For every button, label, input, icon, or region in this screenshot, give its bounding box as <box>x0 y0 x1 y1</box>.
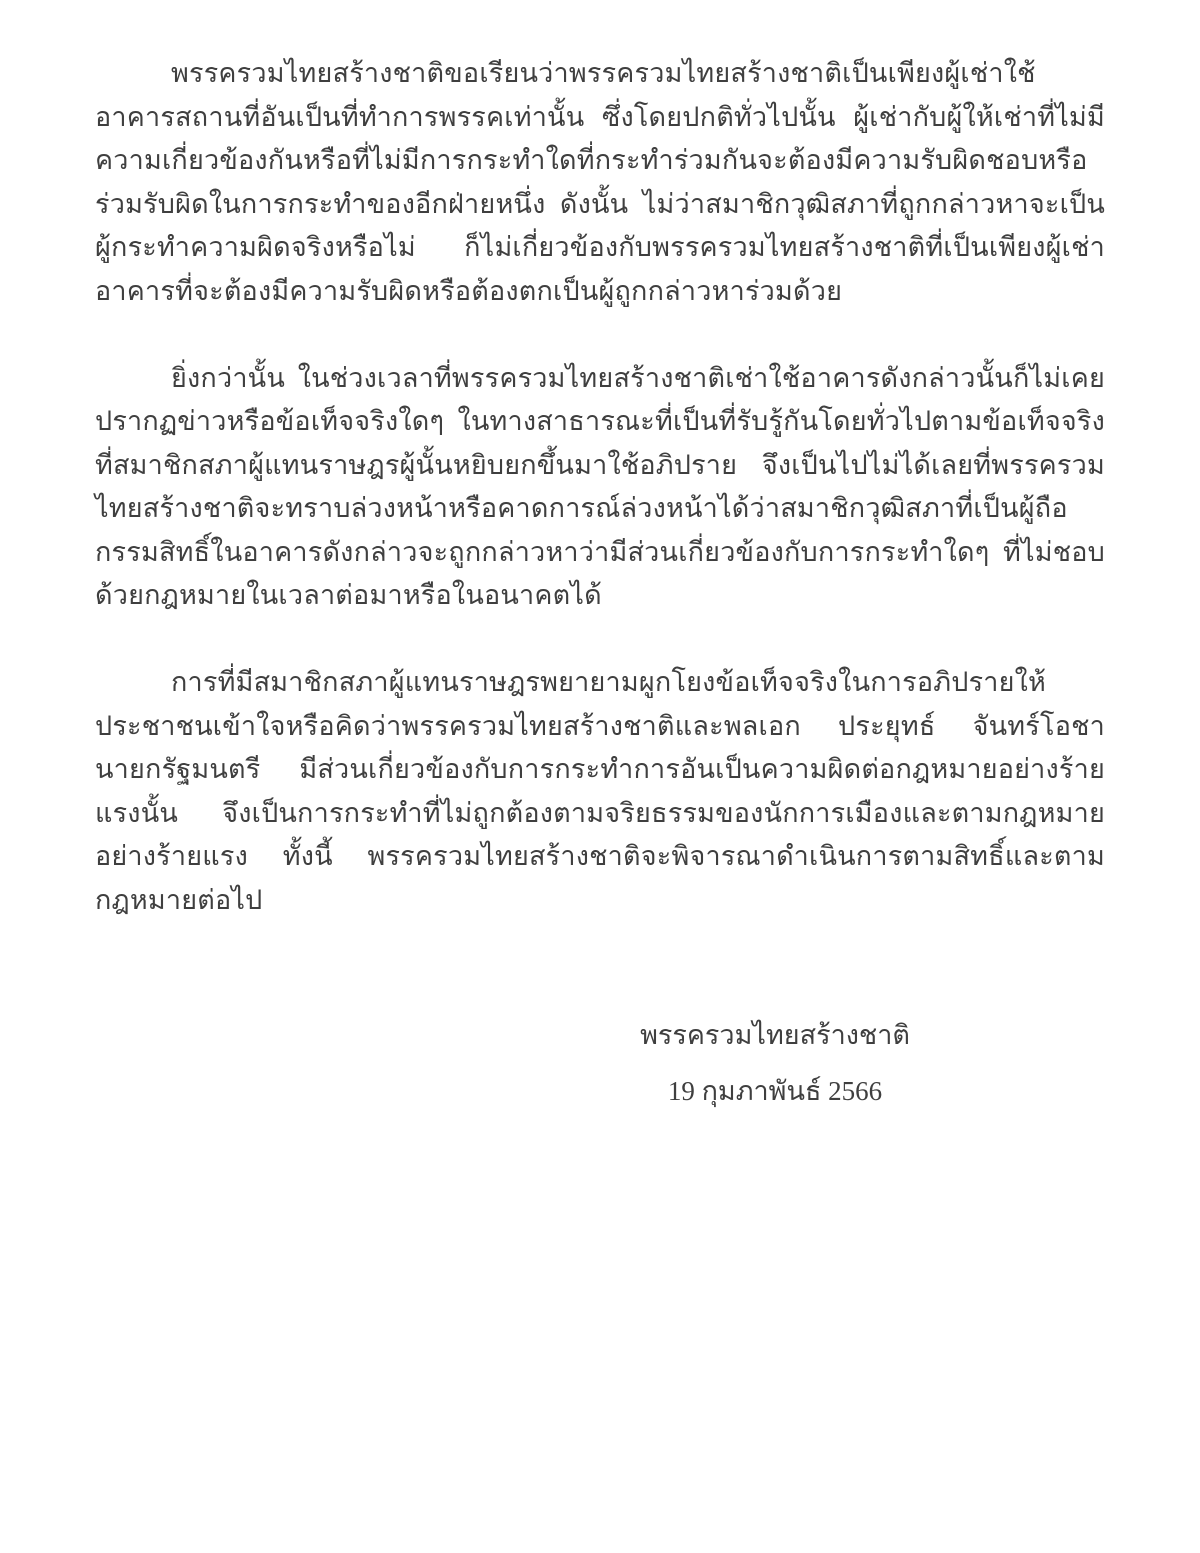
paragraph-1: พรรครวมไทยสร้างชาติขอเรียนว่าพรรครวมไทยสร้างชาติเป็นเพียงผู้เช่าใช้อาคารสถานที่อันเป็นที่ทำการพรรคเท่านั้น ซึ่งโดยปกติทั่วไปนั้น ผู้เช่ากับผู้ให้เช่าที่ไม่มีความเกี่ยวข้องกันหรือที่ไม่มีการกระทำใดที่กระทำร่วมกันจะต้องมีความรับผิดชอบหรือร่วมรับผิดในการกระทำของอีกฝ่ายหนึ่ง ดังนั้น ไม่ว่าสมาชิกวุฒิสภาที่ถูกกล่าวหาจะเป็นผู้กระทำความผิดจริงหรือไม่ ก็ไม่เกี่ยวข้องกับพรรครวมไทยสร้างชาติที่เป็นเพียงผู้เช่าอาคารที่จะต้องมีความรับผิดหรือต้องตกเป็นผู้ถูกกล่าวหาร่วมด้วย <box>95 58 1105 306</box>
paragraph-2: ยิ่งกว่านั้น ในช่วงเวลาที่พรรครวมไทยสร้างชาติเช่าใช้อาคารดังกล่าวนั้นก็ไม่เคยปรากฏข่าวหรือข้อเท็จจริงใดๆ ในทางสาธารณะที่เป็นที่รับรู้กันโดยทั่วไปตามข้อเท็จจริงที่สมาชิกสภาผู้แทนราษฎรผู้นั้นหยิบยกขึ้นมาใช้อภิปราย จึงเป็นไปไม่ได้เลยที่พรรครวมไทยสร้างชาติจะทราบล่วงหน้าหรือคาดการณ์ล่วงหน้าได้ว่าสมาชิกวุฒิสภาที่เป็นผู้ถือกรรมสิทธิ์ในอาคารดังกล่าวจะถูกกล่าวหาว่ามีส่วนเกี่ยวข้องกับการกระทำใดๆ ที่ไม่ชอบด้วยกฎหมายในเวลาต่อมาหรือในอนาคตได้ <box>95 362 1105 610</box>
signature-date: 19 กุมภาพันธ์ 2566 <box>667 1075 883 1106</box>
document-body <box>95 52 1105 922</box>
signature-block <box>435 1014 1115 1113</box>
paragraph-3: การที่มีสมาชิกสภาผู้แทนราษฎรพยายามผูกโยงข้อเท็จจริงในการอภิปรายให้ประชาชนเข้าใจหรือคิดว่าพรรครวมไทยสร้างชาติและพลเอก ประยุทธ์ จันทร์โอชา นายกรัฐมนตรี มีส่วนเกี่ยวข้องกับการกระทำการอันเป็นความผิดต่อกฎหมายอย่างร้ายแรงนั้น จึงเป็นการกระทำที่ไม่ถูกต้องตามจริยธรรมของนักการเมืองและตามกฎหมายอย่างร้ายแรง ทั้งนี้ พรรครวมไทยสร้างชาติจะพิจารณาดำเนินการตามสิทธิ์และตามกฎหมายต่อไป <box>95 667 1105 915</box>
signature-party-name: พรรครวมไทยสร้างชาติ <box>640 1020 910 1050</box>
